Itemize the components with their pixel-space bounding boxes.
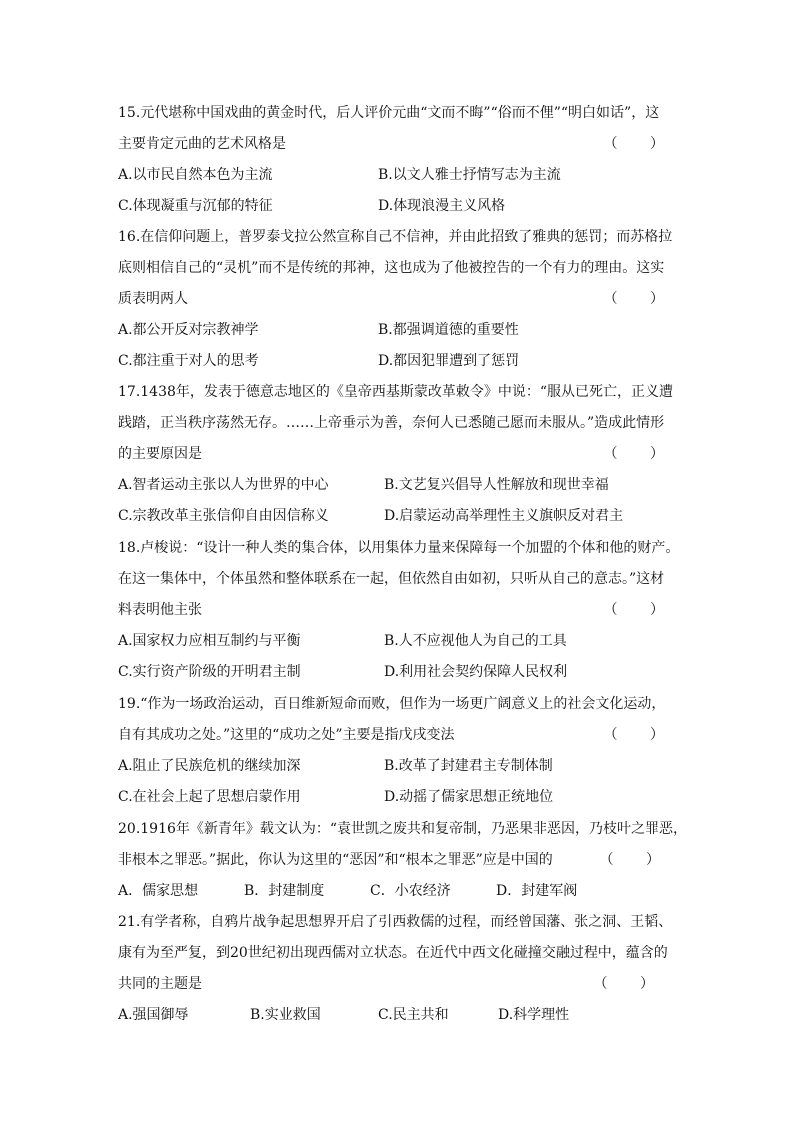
- answer-blank: （ ）: [603, 727, 678, 743]
- option-d: D．封建军阀: [496, 883, 578, 899]
- answer-blank: （ ）: [603, 136, 678, 152]
- question-20: [118, 814, 688, 907]
- question-stem-line: 底则相信自己的“灵机”而不是传统的邦神，这也成为了他被控告的一个有力的理由。这实: [118, 260, 665, 276]
- question-stem-line: 20.1916年《新青年》载文认为：“袁世凯之废共和复帝制，乃恶果非恶因，乃枝叶之罪恶，: [118, 821, 688, 837]
- option-b: B.都强调道德的重要性: [378, 322, 519, 338]
- option-b: B.实业救国: [250, 1007, 321, 1023]
- option-b: B.以文人雅士抒情写志为主流: [378, 167, 561, 183]
- question-stem-line: 践踏，正当秩序荡然无存。……上帝垂示为善，奈何人已悉随己愿而未服从。”造成此情形: [118, 415, 665, 431]
- option-a: A.智者运动主张以人为世界的中心: [118, 477, 329, 493]
- option-c: C.实行资产阶级的开明君主制: [118, 664, 301, 680]
- question-stem-line: 料表明他主张: [118, 602, 202, 618]
- answer-blank: （ ）: [603, 291, 678, 307]
- question-stem-line: 16.在信仰问题上，普罗泰戈拉公然宣称自己不信神，并由此招致了雅典的惩罚；而苏格拉: [118, 229, 673, 245]
- option-b: B．封建制度: [244, 883, 325, 899]
- option-a: A.强国御辱: [118, 1007, 189, 1023]
- question-stem-line: 共同的主题是: [118, 976, 202, 992]
- answer-blank: （ ）: [603, 446, 678, 462]
- option-b: B.文艺复兴倡导人性解放和现世幸福: [384, 477, 609, 493]
- question-stem-line: 21.有学者称，自鸦片战争起思想界开启了引西救儒的过程，而经曾国藩、张之洞、王韬、: [118, 914, 673, 930]
- question-stem-line: 自有其成功之处。”这里的“成功之处”主要是指戊戌变法: [118, 727, 455, 743]
- option-a: A.都公开反对宗教神学: [118, 322, 259, 338]
- answer-blank: （ ）: [603, 602, 678, 618]
- option-c: C.都注重于对人的思考: [118, 353, 259, 369]
- question-stem-line: 非根本之罪恶。”据此，你认为这里的“恶因”和“根本之罪恶”应是中国的: [118, 852, 553, 868]
- option-c: C.体现凝重与沉郁的特征: [118, 198, 273, 214]
- question-21: [118, 907, 678, 1031]
- question-stem-line: 质表明两人: [118, 291, 188, 307]
- option-b: B.改革了封建君主专制体制: [384, 758, 553, 774]
- option-d: D.利用社会契约保障人民权利: [384, 664, 568, 680]
- option-a: A.以市民自然本色为主流: [118, 167, 273, 183]
- option-c: C.宗教改革主张信仰自由因信称义: [118, 508, 329, 524]
- question-stem-line: 17.1438年，发表于德意志地区的《皇帝西基斯蒙改革敕令》中说：“服从已死亡，正义遭: [118, 384, 674, 400]
- option-d: D.体现浪漫主义风格: [378, 198, 506, 214]
- answer-blank: （ ）: [599, 852, 674, 868]
- option-c: C.民主共和: [378, 1007, 449, 1023]
- option-d: D.启蒙运动高举理性主义旗帜反对君主: [384, 508, 624, 524]
- option-a: A.国家权力应相互制约与平衡: [118, 633, 301, 649]
- question-stem-line: 主要肯定元曲的艺术风格是: [118, 136, 286, 152]
- question-15: [118, 98, 678, 222]
- question-stem-line: 15.元代堪称中国戏曲的黄金时代，后人评价元曲“文而不晦”“俗而不俚”“明白如话”，这: [118, 105, 660, 121]
- option-c: C．小农经济: [370, 883, 451, 899]
- question-16: [118, 222, 678, 377]
- question-18: [118, 533, 678, 688]
- option-c: C.在社会上起了思想启蒙作用: [118, 789, 301, 805]
- option-d: D.科学理性: [498, 1007, 570, 1023]
- question-19: [118, 689, 678, 813]
- option-a: A.阻止了民族危机的继续加深: [118, 758, 301, 774]
- question-stem-line: 康有为至严复，到20世纪初出现西儒对立状态。在近代中西文化碰撞交融过程中，蕴含的: [118, 945, 668, 961]
- question-stem-line: 的主要原因是: [118, 446, 202, 462]
- question-stem-line: 18.卢梭说：“设计一种人类的集合体，以用集体力量来保障每一个加盟的个体和他的财产。: [118, 540, 680, 556]
- option-b: B.人不应视他人为自己的工具: [384, 633, 567, 649]
- answer-blank: （ ）: [593, 976, 668, 992]
- option-d: D.都因犯罪遭到了惩罚: [378, 353, 520, 369]
- question-17: [118, 377, 678, 532]
- question-stem-line: 在这一集体中，个体虽然和整体联系在一起，但依然自由如初，只听从自己的意志。”这材: [118, 571, 665, 587]
- question-stem-line: 19.“作为一场政治运动，百日维新短命而败，但作为一场更广阔意义上的社会文化运动，: [118, 696, 666, 712]
- option-d: D.动摇了儒家思想正统地位: [384, 789, 554, 805]
- option-a: A．儒家思想: [118, 883, 199, 899]
